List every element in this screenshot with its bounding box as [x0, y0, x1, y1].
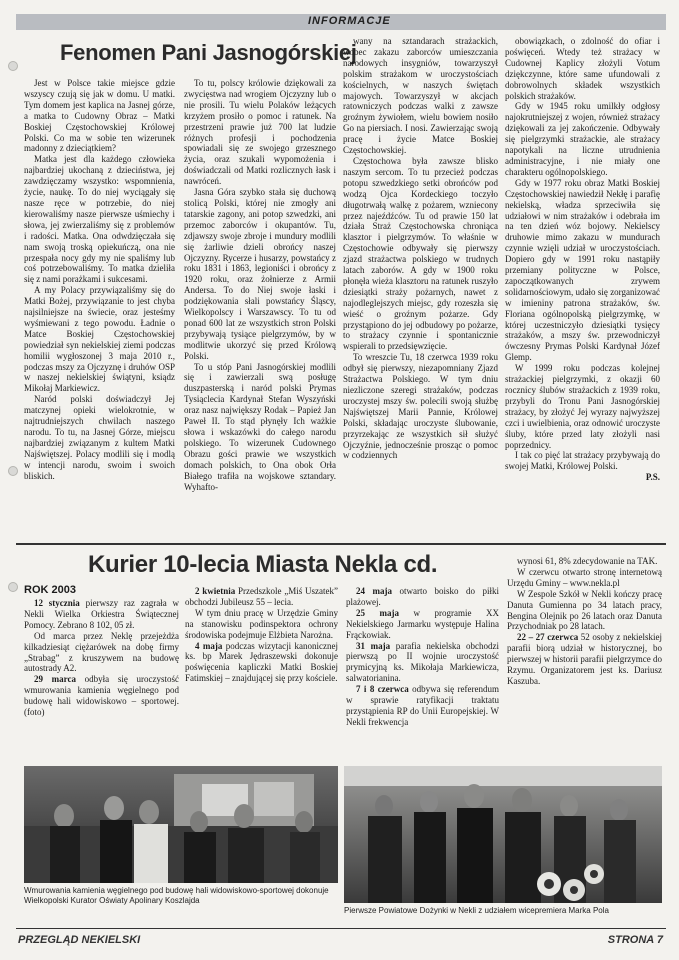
chronicle-entry — [346, 684, 499, 728]
entry-date: 31 maja — [356, 640, 391, 651]
paragraph: To wreszcie Tu, 18 czerwca 1939 roku odbył się pierwszy, niezapomniany Zjazd Strażactwa Polskiego. W tym dniu niezliczone szeregi strażaków, podczas uroczystej mszy św. polecili swoją służbę Najświętszej Marii Pannie, Królowej Polski, składając uroczyste ślubowanie, przyrzekając ze wszystkich sił służyć Ojczyźnie, jednocześnie prosząc o pomoc w codziennych — [343, 352, 498, 461]
photo2-caption: Pierwsze Powiatowe Dożynki w Nekli z udziałem wicepremiera Marka Pola — [344, 906, 609, 915]
entry-text: odbywa się referendum w sprawie ratyfikacji traktatu przystąpienia RP do Unii Europejskiej. W Nekli frekwencja — [346, 684, 499, 727]
article1-column-2 — [184, 78, 336, 492]
chronicle-entry — [24, 598, 179, 631]
photo-harvest-festival — [344, 766, 662, 903]
entry-text: Od marca przez Neklę przejeżdża kilkadziesiąt ciężarówek na dobę firmy „Strabag” z kruszywem na budowę autostrady A2. — [24, 630, 179, 674]
paragraph: Gdy w 1945 roku umilkły odgłosy najokrutniejszej z wojen, również strażacy dziękowali za jej zakończenie. Odbywały się pielgrzymki strażackie, ale strażacy napotykali na liczne utrudnienia administracyjne, i nie miały one charakteru ogólnopolskiego. — [505, 101, 660, 177]
paragraph: To tu, polscy królowie dziękowali za zwycięstwa nad wrogiem Ojczyzny lub o nie prosili. Tu wielu Polaków leżących krzyżem prosiło o pomoc i ratunek. Na przestrzeni prawie już 700 lat ludzie różnych profesji i pochodzenia spowiadali się ze swojego grzesznego życia, oraz szukali wypomożenia i doświadczali od Matki rozlicznych łask i nawróceń. — [184, 78, 336, 187]
footer-rule — [16, 928, 666, 929]
chronicle-entry — [507, 556, 662, 567]
entry-text: w programie XX Nekielskiego Jarmarku występuje Halina Frąckowiak. — [346, 607, 499, 640]
entry-text: 52 osoby z nekielskiej parafii biorą udział w historycznej, bo pierwszej w historii parafii pielgrzymce do Rzymu. Organizatorem jest ks. Dariusz Kaszuba. — [507, 632, 662, 686]
entry-date: 12 stycznia — [34, 598, 80, 608]
article2-column-2 — [185, 586, 338, 759]
entry-text: wynosi 61, 8% zdecydowanie na TAK. — [517, 556, 658, 566]
paragraph: Częstochowa była zawsze blisko naszym sercom. To tu przecież podczas potopu szwedzkiego setki obrońców pod wodzą Ojca Kordeckiego toczyło długotrwałą walkę z pożarem, wzniecony przez najeźdźców. Tu od prawie 150 lat działa Straż Częstochowska chroniąca klasztor i pielgrzymów. To właśnie w Częstochowie odbywały się pierwszy zjazd strażactwa polskiego w trudnych latach zaborów. A gdy w 1900 roku płonęła wieża klasztoru na ratunek ruszyło dziesiątki straży pożarnych, nawet z najodleglejszych miejsc, gdy rozeszła się wieść o groźnym pożarze. Gdy przystąpiono do jej odbudowy po pożarze, to strażacy czynnie i spontanicznie wspierali to przedsięwzięcie. — [343, 155, 498, 352]
chronicle-entry — [24, 631, 179, 675]
footer-publication-name: PRZEGLĄD NEKIELSKI — [18, 934, 141, 946]
entry-date: 29 marca — [34, 674, 76, 685]
paragraph: Jest w Polsce takie miejsce gdzie wszyscy czują się jak w domu. U matki. Tym domem jest kaplica na Jasnej górze, a matka to Cudowny Obraz – Matki Boskiej Częstochowskiej Królowej Polski. Co ma w sobie ten wizerunek madonny z dzieciątkiem? — [24, 78, 175, 154]
article1-column-1 — [24, 78, 175, 482]
entry-text: W czerwcu otwarto stronę internetową Urzędu Gminy – www.nekla.pl — [507, 566, 662, 588]
article1-signature: P.S. — [645, 472, 660, 483]
paragraph: Matka jest dla każdego człowieka najbardziej ukochaną z dzieciństwa, jej zawdzięczamy wszystko: wspomnienia, życie, naukę. To do niej wyciągały się nasze ręce w potrzebie, do niej kierowaliśmy nasze pierwsze uśmiechy i słowa, jej zwierzaliśmy się z problemów i radości. Matka. Ona odwdzięczała się nam swoją troską opiekuńczą, ona nie przespała nocy gdy my nie spaliśmy lub coś potrzebowaliśmy. To matka dzieliła się z nami porażkami i sukcesami. — [24, 154, 175, 285]
entry-date: 25 maja — [356, 607, 399, 618]
article1-column-3 — [343, 36, 498, 482]
binder-hole — [8, 466, 18, 476]
entry-date: 24 maja — [356, 586, 392, 596]
entry-date: 2 kwietnia — [195, 586, 236, 596]
article1-column-4 — [505, 36, 660, 482]
entry-text: pierwszy raz zagrała w Nekli Wielka Orkiestra Świątecznej Pomocy. Zebrano 8 102, 05 zł. — [24, 598, 180, 630]
binder-hole — [8, 582, 18, 592]
paragraph: Jasna Góra szybko stała się duchową stolicą Polski, której nie zmogły ani tatarskie zagony, ani potop szwedzki, ani przemoc zaborców i okupantów. Tu, zdjawszy swoje zbroje i mundury modlili się żarliwie dzieli obrońcy naszej Ojczyzny. Rycerze i husarzy, powstańcy z roku 1831 i 1863, legioniści i obrońcy z 1920 roku, oraz żołnierze z Armii Andersa. To do Niej swoje łaski i podziękowania słali powstańcy Śląscy, Wielkopolscy i Warszawscy. To tu od ponad 600 lat ze wszystkich stron Polski przybywają tysiące pielgrzymów, by w modlitwie ukorzyć się przed Królową Polski. — [184, 187, 336, 361]
paragraph: W 1999 roku podczas kolejnej strażackiej pielgrzymki, z okazji 60 rocznicy ślubów strażackich z 1939 roku, przybyli do Tronu Pani Jasnogórskiej strażacy, by złożyć Jej wyrazy najwyższej czci i uwielbienia, oraz odnowić uroczyste śluby, które przed laty złożyli nasi poprzednicy. — [505, 363, 660, 450]
paragraph: Naród polski doświadczył Jej matczynej opieki wielokrotnie, w najtrudniejszych chwilach naszego narodu. To tu, na Jasnej Górze, miejscu najbardziej związanym z kultem Matki Najświętszej. Polacy modlili się i modlą w intencji narodu, swoim i swoich bliskich. — [24, 394, 175, 481]
section-label: INFORMACJE — [308, 15, 391, 27]
entry-text: otwarto boisko do piłki plażowej. — [346, 586, 499, 607]
paragraph: wany na sztandarach strażackich, wobec zakazu zaborców umieszczania narodowych insygniów, towarzyszył polskim strażakom w uroczystościach kościelnych, w naszych świętach majowych. Towarzyszył w akcjach ratowniczych podczas walki z zawsze groźnym żywiołem, wielu bowiem nosiło Go na piersiach. I nosi. Zawierzając swoją pracę i życie Matce Boskiej Częstochowskiej. — [343, 36, 498, 156]
entry-date: 22 – 27 czerwca — [517, 632, 579, 643]
chronicle-entry — [346, 608, 499, 641]
chronicle-entry — [346, 586, 499, 608]
paragraph: A my Polacy przywiązaliśmy się do Matki Bożej, przywiązanie to jest chyba najsilniejsze na świecie, oraz jesteśmy wyśmiewani z tego powodu. Ładnie o Matce Boskiej Częstochowskiej powiedział syn nekielskiej ziemi podczas homilii wygłoszonej 3 maja 2010 r., podczas mszy za Ojczyznę i druhów OSP w naszej nekielskiej świątyni, ksiądz Mikołaj Markiewicz. — [24, 285, 175, 394]
footer-page-number: STRONA 7 — [607, 934, 663, 946]
article-divider — [16, 543, 666, 545]
chronicle-entry — [507, 632, 662, 687]
article2-column-3 — [346, 586, 499, 759]
entry-text: parafia nekielska obchodzi pierwszą po II wojnie uroczystość prymicyjną ks. Mikołaja Markiewicza, salwatorianina. — [346, 640, 499, 684]
paragraph: obowiązkach, o zdolność do ofiar i poświęceń. Wtedy też strażacy w Cudownej Kaplicy złożyli Votum dziękczynne, które same ufundowali z dobrowolnych składek wszystkich polskich strażaków. — [505, 36, 660, 101]
entry-text: podczas wizytacji kanonicznej ks. bp Marek Jędraszewski dokonuje poświęcenia kapliczki Matki Boskiej Fatimskiej – znajdującej się przy kościele. — [185, 640, 339, 684]
chronicle-entry — [185, 641, 338, 685]
article2-column-4 — [507, 556, 662, 759]
entry-text: W Zespole Szkół w Nekli kończy pracę Danuta Gumienna po 34 latach pracy, Bengina Olejnik po 26 latach oraz Danuta Przychodniak po 28 latach. — [507, 588, 662, 632]
chronicle-entry — [507, 589, 662, 633]
chronicle-entry — [185, 608, 338, 641]
entry-text: Przedszkole „Miś Uszatek” obchodzi Jubileusz 55 – lecia. — [185, 586, 338, 607]
entry-date: 7 i 8 czerwca — [356, 684, 409, 695]
binder-hole — [8, 61, 18, 71]
photo1-caption: Wmurowania kamienia węgielnego pod budowę hali widowiskowo-sportowej dokonuje Wielkopolski Kurator Oświaty Apolinary Koszlajda — [24, 886, 329, 905]
article2-column-1 — [24, 584, 179, 759]
photo-cornerstone-ceremony — [24, 766, 338, 883]
paragraph: Gdy w 1977 roku obraz Matki Boskiej Częstochowskiej nawiedził Nekłę i parafię nekielską, władza sprzeciwiła się udziałowi w nim strażaków i odebrała im na ten dzień wóz bojowy. Nekielscy druhowie mimo zakazu w mundurach czynnie wzięli udział w uroczystościach. Dopiero gdy w 1991 roku nastąpiły przemiany polityczne w Polsce, zapoczątkowanych zrywem solidarnościowym, udało się zorganizować w imieniny patrona strażaków, św. Floriana ogólnopolską pielgrzymkę, w której uczestniczyło dziesiątki tysięcy strażaków, a mszy św. przewodniczył ówczesny Prymas Polski Kardynał Józef Glemp. — [505, 177, 660, 363]
year-heading: ROK 2003 — [24, 584, 76, 596]
section-header-bar — [16, 14, 666, 30]
article-title-kurier: Kurier 10-lecia Miasta Nekla cd. — [88, 551, 438, 578]
paragraph: I tak co pięć lat strażacy przybywają do swojej Matki, Królowej Polski. — [505, 450, 660, 472]
chronicle-entry — [24, 674, 179, 718]
entry-text: odbyła się uroczystość wmurowania kamienia węgielnego pod budowę hali widowiskowo – sportowej. (foto) — [24, 674, 179, 718]
entry-text: W tym dniu pracę w Urzędzie Gminy na stanowisku podinspektora ochrony środowiska podejmuje Elżbieta Narożna. — [185, 607, 338, 640]
paragraph: To u stóp Pani Jasnogórskiej modlili się i zawierzali swą posługę duszpasterską i naród polski Prymas Tysiąclecia Kardynał Stefan Wyszyński oraz nasz największy Rodak – Papież Jan Paweł II. To stąd płynęły Ich ważkie słowa i wskazówki do całego narodu polskiego. To wizerunek Cudownego Obrazu gości prawie we wszystkich domach polskich, to Ona obok Orła Białego trafiła na wojskowe sztandary. Wyhafto- — [184, 361, 336, 492]
chronicle-entry — [346, 641, 499, 685]
entry-date: 4 maja — [195, 640, 223, 651]
article-title-fenomen: Fenomen Pani Jasnogórskiej — [60, 40, 357, 65]
chronicle-entry — [185, 586, 338, 608]
chronicle-entry — [507, 567, 662, 589]
